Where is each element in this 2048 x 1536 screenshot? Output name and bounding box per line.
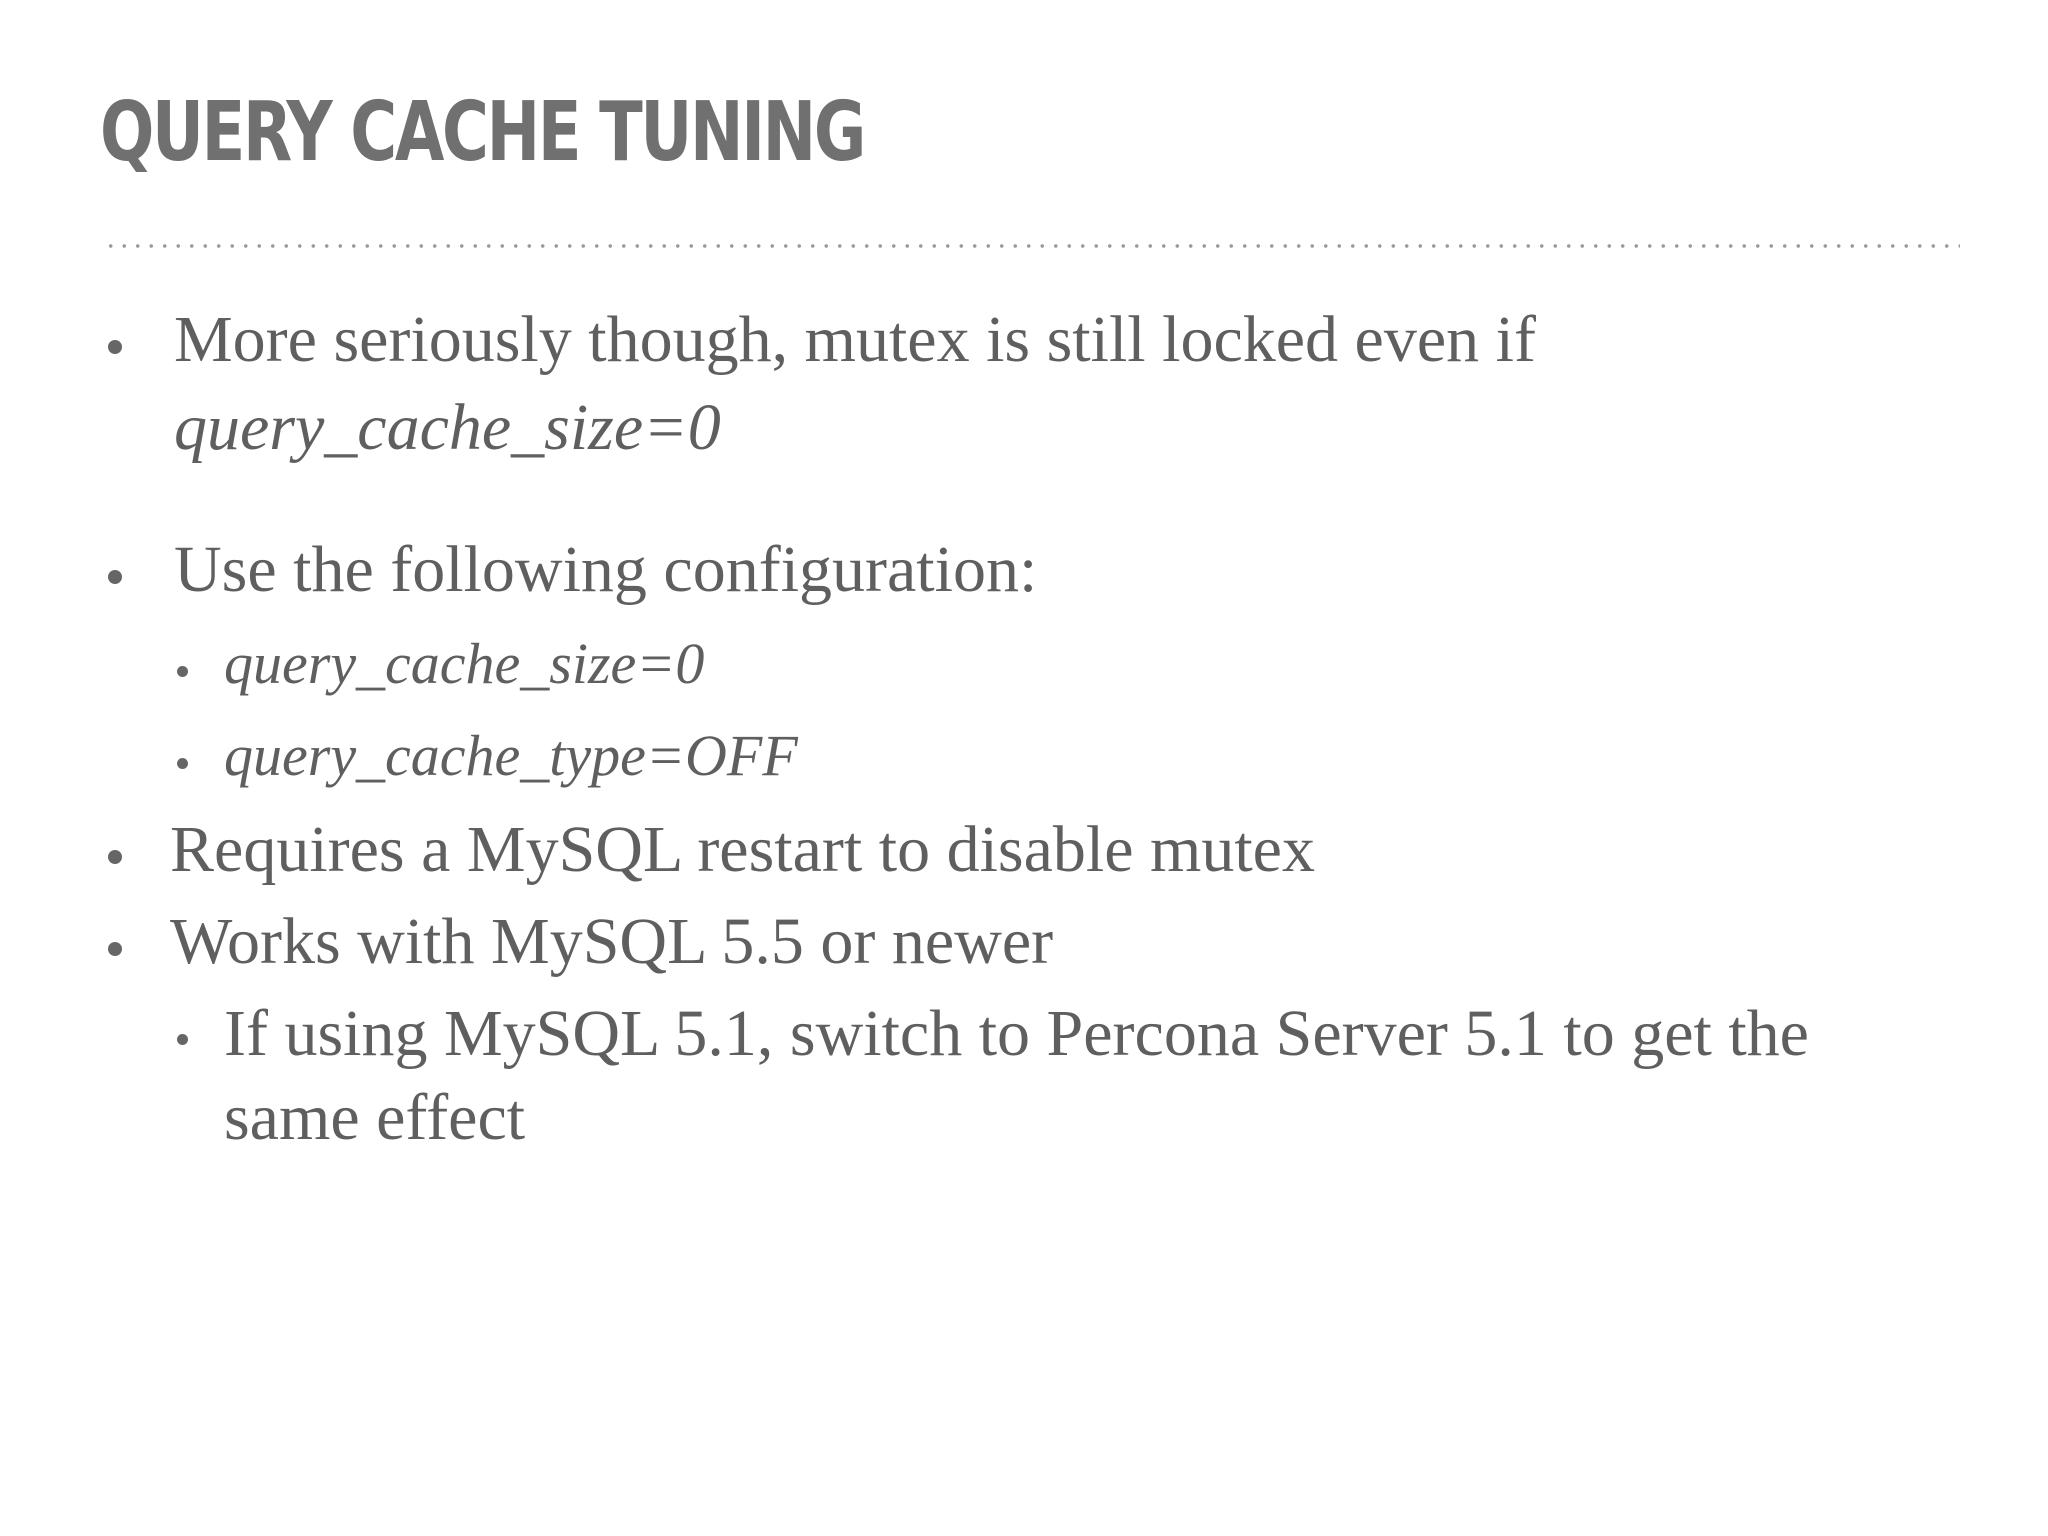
slide-title: QUERY CACHE TUNING [100,85,865,180]
sub-bullet-dot [177,758,188,769]
sub-bullet-item: query_cache_size=0 [224,631,705,696]
bullet-item-4: Works with MySQL 5.5 or newer [170,905,1054,978]
sub-bullet-item: query_cache_type=OFF [224,723,798,788]
sub-bullet-item-line-2: same effect [224,1081,526,1154]
sub-bullet-dot [177,666,188,677]
bullet-item-1-line-1: More seriously though, mutex is still locked even if [174,303,1536,376]
bullet-item-1-line-2: query_cache_size=0 [174,391,721,464]
bullet-item-3: Requires a MySQL restart to disable mutex [170,813,1315,886]
bullet-dot [108,340,122,354]
bullet-dot [108,570,122,584]
sub-bullet-item-line-1: If using MySQL 5.1, switch to Percona Server 5.1 to get the [224,997,1809,1070]
bullet-item-2: Use the following configuration: [174,533,1038,606]
title-divider [104,244,1960,248]
bullet-dot [108,850,122,864]
bullet-dot [108,942,122,956]
sub-bullet-dot [177,1034,188,1045]
